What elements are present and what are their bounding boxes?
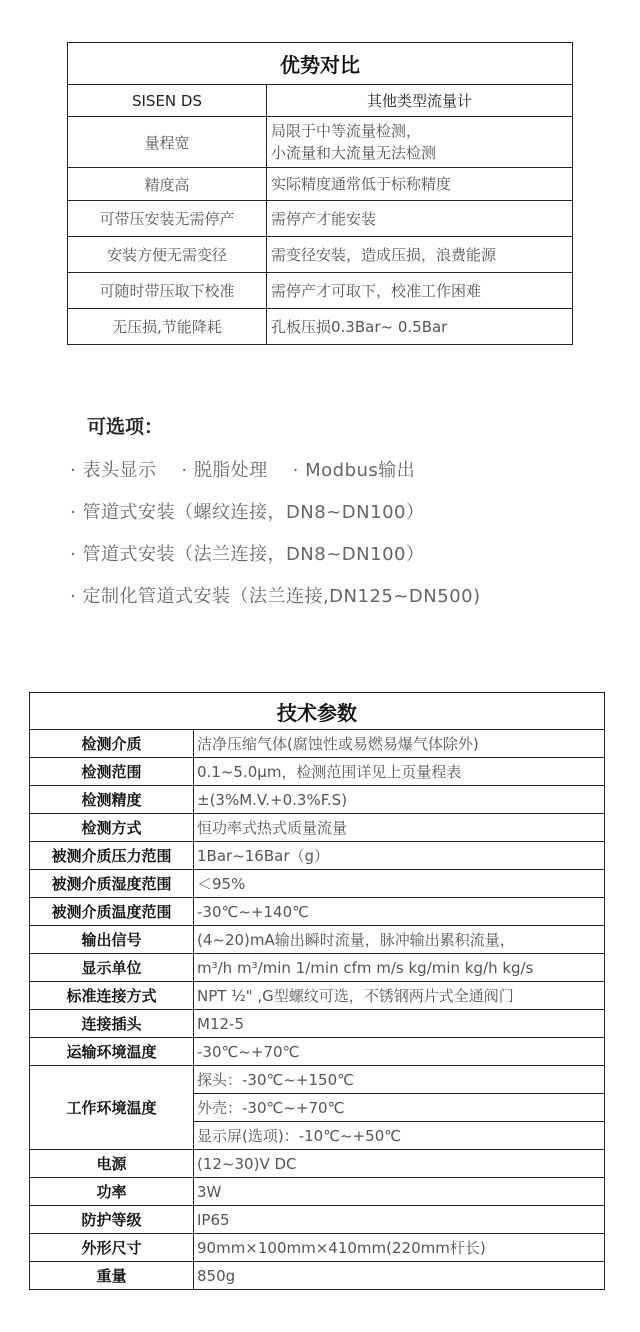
spec-value: -30℃~+140℃ <box>194 898 605 926</box>
table-row <box>30 758 605 786</box>
table-row <box>30 982 605 1010</box>
cell-right: 需停产才可取下，校准工作困难 <box>267 273 573 309</box>
specs-title: 技术参数 <box>30 693 605 730</box>
table-row <box>30 1150 605 1178</box>
cell-right: 需变径安装，造成压损，浪费能源 <box>267 237 573 273</box>
spec-value: ＜95% <box>194 870 605 898</box>
spec-value: 探头：-30℃~+150℃ <box>194 1066 605 1094</box>
options-title: 可选项： <box>87 416 164 438</box>
spec-label: 运输环境温度 <box>30 1038 194 1066</box>
cell-left: 精度高 <box>68 168 267 201</box>
cell-left: 无压损,节能降耗 <box>68 309 267 345</box>
spec-label: 电源 <box>30 1150 194 1178</box>
spec-value: ±(3%M.V.+0.3%F.S) <box>194 786 605 814</box>
cell-left: 量程宽 <box>68 117 267 168</box>
cell-line: 局限于中等流量检测， <box>271 122 422 140</box>
table-row <box>68 273 573 309</box>
table-row <box>30 814 605 842</box>
table-row <box>68 168 573 201</box>
spec-value: m³/h m³/min 1/min cfm m/s kg/min kg/h kg/s <box>194 954 605 982</box>
table-row <box>30 898 605 926</box>
spec-value: 外壳：-30℃~+70℃ <box>194 1094 605 1122</box>
spec-value: IP65 <box>194 1206 605 1234</box>
table-row <box>68 237 573 273</box>
spec-value: 90mm×100mm×410mm(220mm杆长) <box>194 1234 605 1262</box>
spec-label: 检测方式 <box>30 814 194 842</box>
spec-value: M12-5 <box>194 1010 605 1038</box>
table-row <box>68 309 573 345</box>
table-row <box>30 786 605 814</box>
spec-label: 被测介质湿度范围 <box>30 870 194 898</box>
spec-label: 被测介质温度范围 <box>30 898 194 926</box>
option-item: · 管道式安装（螺纹连接，DN8~DN100） <box>70 502 425 523</box>
comparison-title: 优势对比 <box>68 43 573 85</box>
spec-label: 重量 <box>30 1262 194 1290</box>
cell-right <box>267 117 573 168</box>
cell-right: 需停产才能安装 <box>267 201 573 237</box>
spec-value: 3W <box>194 1178 605 1206</box>
spec-label: 标准连接方式 <box>30 982 194 1010</box>
table-row <box>30 842 605 870</box>
cell-left: 可带压安装无需停产 <box>68 201 267 237</box>
table-row <box>30 1178 605 1206</box>
spec-label: 显示单位 <box>30 954 194 982</box>
cell-right: 孔板压损0.3Bar~ 0.5Bar <box>267 309 573 345</box>
table-row <box>30 926 605 954</box>
spec-label: 检测介质 <box>30 730 194 758</box>
spec-label: 输出信号 <box>30 926 194 954</box>
table-row <box>30 1234 605 1262</box>
spec-value: 恒功率式热式质量流量 <box>194 814 605 842</box>
spec-label: 连接插头 <box>30 1010 194 1038</box>
cell-right: 实际精度通常低于标称精度 <box>267 168 573 201</box>
spec-label: 防护等级 <box>30 1206 194 1234</box>
spec-value: 显示屏(选项)：-10℃~+50℃ <box>194 1122 605 1150</box>
cell-left: 可随时带压取下校准 <box>68 273 267 309</box>
cell-left: 安装方便无需变径 <box>68 237 267 273</box>
spec-value: 1Bar~16Bar（g） <box>194 842 605 870</box>
spec-value: -30℃~+70℃ <box>194 1038 605 1066</box>
table-row <box>30 1066 605 1094</box>
table-row <box>30 1262 605 1290</box>
spec-value: (4~20)mA输出瞬时流量，脉冲输出累积流量， <box>194 926 605 954</box>
table-row <box>68 117 573 168</box>
spec-value: 洁净压缩气体(腐蚀性或易燃易爆气体除外) <box>194 730 605 758</box>
table-row <box>30 954 605 982</box>
spec-value: (12~30)V DC <box>194 1150 605 1178</box>
spec-value: 0.1~5.0μm，检测范围详见上页量程表 <box>194 758 605 786</box>
header-sisen: SISEN DS <box>68 85 267 117</box>
option-item: · 管道式安装（法兰连接，DN8~DN100） <box>70 544 425 565</box>
spec-value: NPT ½" ,G型螺纹可选，不锈钢两片式全通阀门 <box>194 982 605 1010</box>
cell-line: 小流量和大流量无法检测 <box>271 144 437 162</box>
spec-label: 外形尺寸 <box>30 1234 194 1262</box>
table-row <box>30 1038 605 1066</box>
table-row <box>30 1206 605 1234</box>
spec-label: 被测介质压力范围 <box>30 842 194 870</box>
spec-label: 功率 <box>30 1178 194 1206</box>
spec-value: 850g <box>194 1262 605 1290</box>
table-row <box>30 1010 605 1038</box>
specs-table <box>29 692 605 1290</box>
table-row <box>68 201 573 237</box>
spec-label: 检测范围 <box>30 758 194 786</box>
comparison-table <box>67 42 573 345</box>
option-item: · 表头显示 · 脱脂处理 · Modbus输出 <box>70 460 416 481</box>
spec-label: 检测精度 <box>30 786 194 814</box>
spec-label: 工作环境温度 <box>30 1066 194 1150</box>
table-row <box>30 870 605 898</box>
header-others: 其他类型流量计 <box>267 85 573 117</box>
table-row <box>30 730 605 758</box>
option-item: · 定制化管道式安装（法兰连接,DN125~DN500) <box>70 586 481 607</box>
